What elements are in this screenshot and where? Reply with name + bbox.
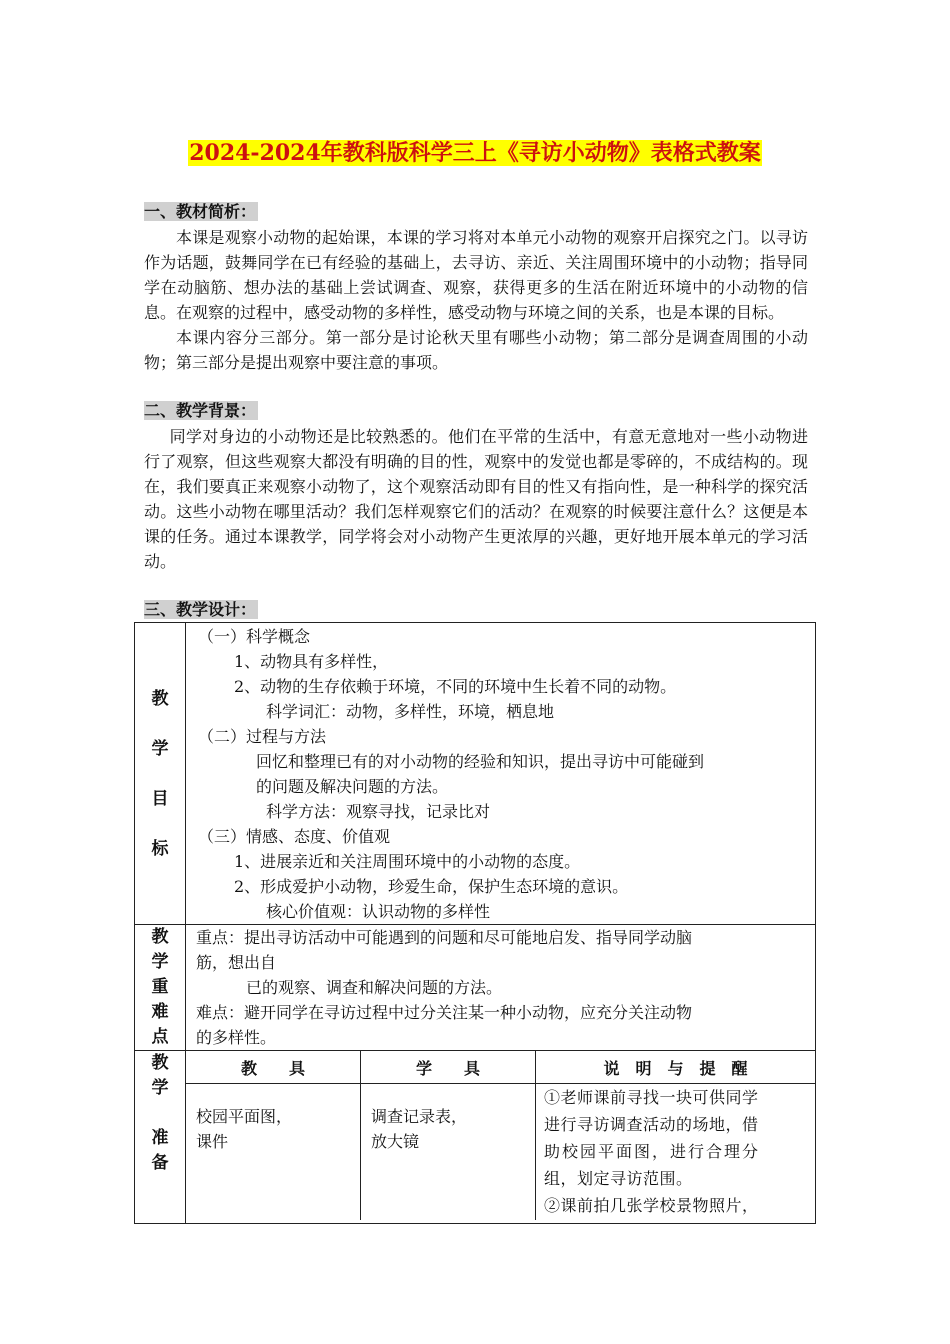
goal-line: （三）情感、态度、价值观	[198, 827, 391, 846]
keypoints-label-cell	[135, 925, 186, 1051]
keypoints-row	[135, 925, 816, 1051]
goal-line: 1、进展亲近和关注周围环境中的小动物的态度。	[234, 852, 581, 871]
goal-line: 回忆和整理已有的对小动物的经验和知识，提出寻访中可能碰到	[256, 752, 705, 771]
note-line: 助校园平面图，进行合理分	[544, 1142, 761, 1161]
goals-row	[135, 623, 816, 925]
section-heading-textbook-analysis: 一、教材简析：	[144, 202, 257, 221]
student-tools-cell	[361, 1084, 536, 1221]
note-line: 进行寻访调查活动的场地，借	[544, 1115, 759, 1134]
goal-line: （二）过程与方法	[198, 727, 327, 746]
goal-line: 科学词汇：动物，多样性，环境，栖息地	[266, 702, 555, 721]
paragraph: 本课是观察小动物的起始课，本课的学习将对本单元小动物的观察开启探究之门。以寻访作为话题，鼓舞同学在已有经验的基础上，去寻访、亲近、关注周围环境中的小动物；指导同学在动脑筋、想办法的基础上尝试调查、观察，获得更多的生活在附近环境中的小动物的信息。在观察的过程中，感受动物的多样性，感受动物与环境之间的关系，也是本课的目标。	[144, 228, 808, 322]
label-char: 点	[151, 1027, 169, 1047]
goals-content-cell	[186, 623, 816, 925]
label-char: 目	[151, 788, 169, 809]
label-char: 标	[151, 838, 169, 859]
note-line: ①老师课前寻找一块可供同学	[544, 1088, 759, 1107]
teacher-tools-cell	[186, 1084, 361, 1221]
keypoint-line: 筋，想出自	[196, 953, 277, 972]
goal-line: 科学方法：观察寻找，记录比对	[266, 802, 491, 821]
header-teacher-tools: 教 具	[186, 1051, 361, 1084]
keypoint-line: 难点：避开同学在寻访过程中过分关注某一种小动物，应充分关注动物	[196, 1003, 693, 1022]
label-char	[135, 1101, 185, 1126]
header-notes: 说 明 与 提 醒	[536, 1051, 816, 1084]
prep-body-row	[186, 1084, 815, 1221]
paragraph: 同学对身边的小动物还是比较熟悉的。他们在平常的生活中，有意无意地对一些小动物进行了观察，但这些观察大都没有明确的目的性，观察中的发觉也都是零碎的，不成结构的。现在，我们要真正来观察小动物了，这个观察活动即有目的性又有指向性，是一种科学的探究活动。这些小动物在哪里活动？我们怎样观察它们的活动？在观察的时候要注意什么？这便是本课的任务。通过本课教学，同学将会对小动物产生更浓厚的兴趣，更好地开展本单元的学习活动。	[144, 427, 808, 571]
label-char: 教	[151, 927, 169, 947]
label-char: 教	[151, 1053, 169, 1073]
section-heading-teaching-background: 二、教学背景：	[144, 401, 257, 420]
goal-line: 2、形成爱护小动物，珍爱生命，保护生态环境的意识。	[234, 877, 629, 896]
textbook-analysis-body	[144, 225, 808, 375]
goal-line: 2、动物的生存依赖于环境，不同的环境中生长着不同的动物。	[234, 677, 677, 696]
document-title: 2024-2024年教科版科学三上《寻访小动物》表格式教案	[189, 140, 761, 166]
label-char: 准	[151, 1128, 169, 1148]
header-student-tools: 学 具	[361, 1051, 536, 1084]
label-char: 备	[151, 1153, 169, 1173]
goal-line: 1、动物具有多样性，	[234, 652, 389, 671]
prep-row	[135, 1051, 816, 1224]
section-heading-teaching-design: 三、教学设计：	[144, 600, 257, 619]
prep-inner-table	[186, 1051, 815, 1220]
teacher-tool-item: 课件	[196, 1132, 229, 1151]
prep-label-cell	[135, 1051, 186, 1224]
teacher-tool-item: 校园平面图，	[196, 1107, 293, 1126]
goals-label-cell	[135, 623, 186, 925]
keypoint-line: 的多样性。	[196, 1028, 277, 1047]
goal-line: （一）科学概念	[198, 627, 311, 646]
goal-line: 的问题及解决问题的方法。	[256, 777, 449, 796]
prep-content-cell	[186, 1051, 816, 1224]
label-char: 教	[151, 688, 169, 709]
keypoint-line: 重点：提出寻访活动中可能遇到的问题和尽可能地启发、指导同学动脑	[196, 928, 693, 947]
notes-cell	[536, 1084, 816, 1221]
teaching-design-table	[134, 622, 816, 1224]
label-char: 难	[151, 1002, 169, 1022]
goal-line: 核心价值观：认识动物的多样性	[266, 902, 491, 921]
label-char: 学	[151, 738, 169, 759]
prep-header-row	[186, 1051, 815, 1084]
student-tool-item: 调查记录表，	[371, 1107, 468, 1126]
label-char: 重	[151, 977, 169, 997]
label-char: 学	[151, 1078, 169, 1098]
note-line: ②课前拍几张学校景物照片，	[544, 1196, 759, 1215]
label-char: 学	[151, 952, 169, 972]
keypoints-content-cell	[186, 925, 816, 1051]
student-tool-item: 放大镜	[371, 1132, 420, 1151]
note-line: 组，划定寻访范围。	[544, 1169, 693, 1188]
paragraph: 本课内容分三部分。第一部分是讨论秋天里有哪些小动物；第二部分是调查周围的小动物；第三部分是提出观察中要注意的事项。	[144, 328, 808, 372]
keypoint-line: 已的观察、调查和解决问题的方法。	[246, 978, 503, 997]
teaching-background-body	[144, 424, 808, 574]
